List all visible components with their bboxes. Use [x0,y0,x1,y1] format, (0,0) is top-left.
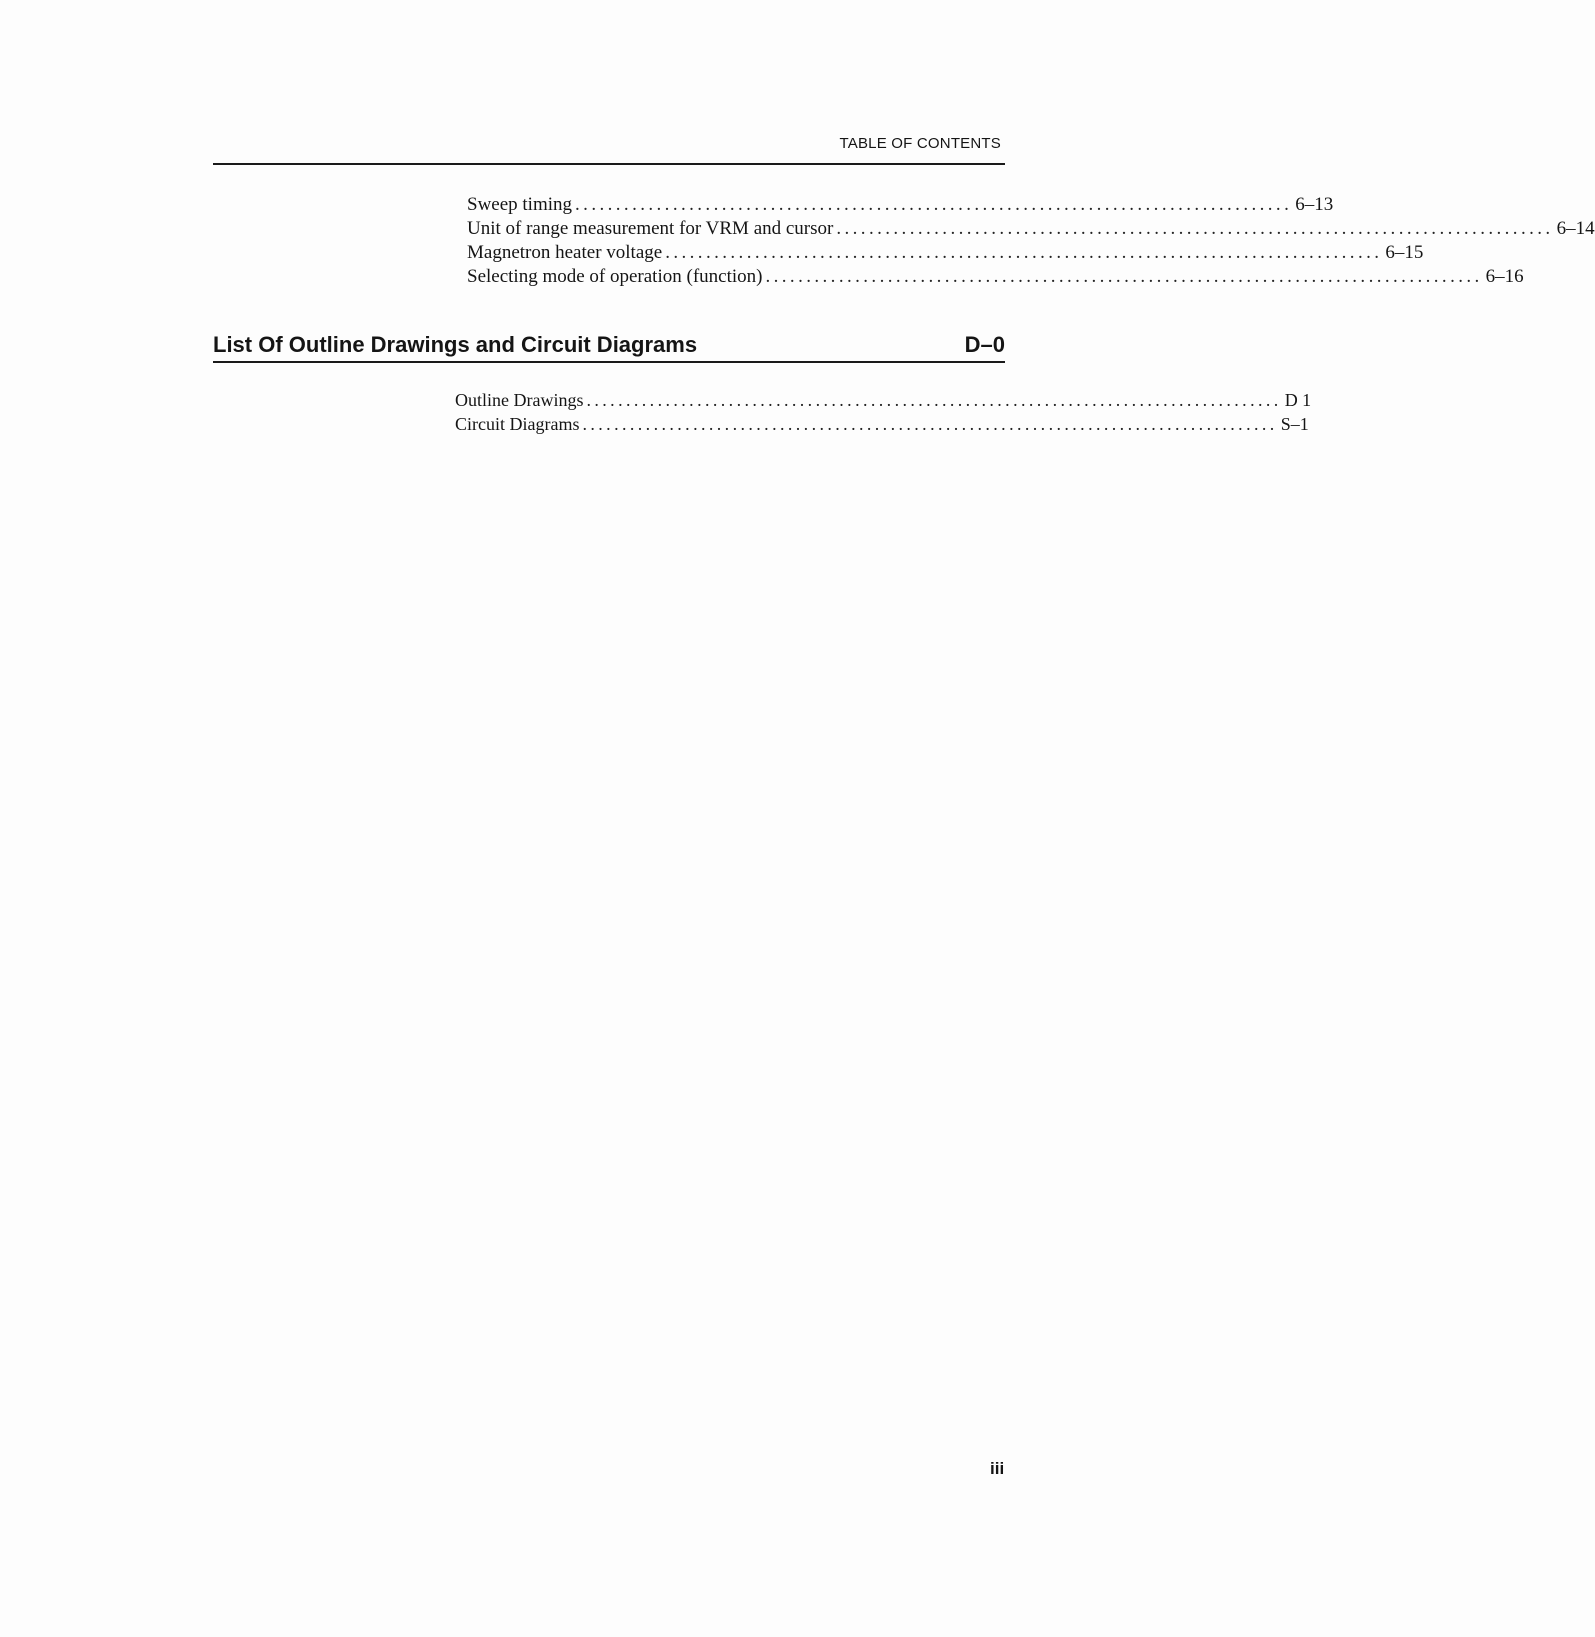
toc-entry-page: 6–13 [1295,194,1334,215]
toc-entry-label: Unit of range measurement for VRM and cursor [467,218,834,239]
toc-entry-page: 6–16 [1485,266,1524,287]
dot-leader: ........................................................................................ [575,194,1293,215]
dot-leader: ........................................................................................ [836,218,1554,239]
toc-entry[interactable] [455,412,1309,436]
dot-leader: ........................................................................................ [582,414,1278,434]
toc-entry-label: Circuit Diagrams [455,414,580,434]
dot-leader: ........................................................................................ [665,242,1383,263]
toc-entry[interactable] [467,217,1595,241]
dot-leader: ........................................................................................ [765,266,1483,287]
section-title: List Of Outline Drawings and Circuit Diagrams [213,332,698,357]
section-page-code: D–0 [964,332,1005,357]
toc-list-drawings [455,388,1312,436]
toc-entry-label: Selecting mode of operation (function) [467,266,763,287]
toc-entry-page: S–1 [1280,414,1309,434]
dot-leader: ........................................................................................ [586,390,1282,410]
section-heading [213,329,1005,363]
running-header [213,133,1005,165]
toc-entry-page: 6–15 [1385,242,1424,263]
toc-entry-page: D 1 [1284,390,1312,410]
toc-list-chapter-6 [467,193,1595,289]
toc-entry[interactable] [455,388,1312,412]
toc-entry[interactable] [467,193,1334,217]
toc-entry-page: 6–14 [1556,218,1595,239]
toc-entry-label: Sweep timing [467,194,573,215]
toc-entry-label: Outline Drawings [455,390,584,410]
page-number: iii [990,1459,1005,1478]
toc-entry[interactable] [467,241,1424,265]
running-header-title: TABLE OF CONTENTS [839,135,1001,152]
toc-entry-label: Magnetron heater voltage [467,242,663,263]
toc-entry[interactable] [467,265,1524,289]
